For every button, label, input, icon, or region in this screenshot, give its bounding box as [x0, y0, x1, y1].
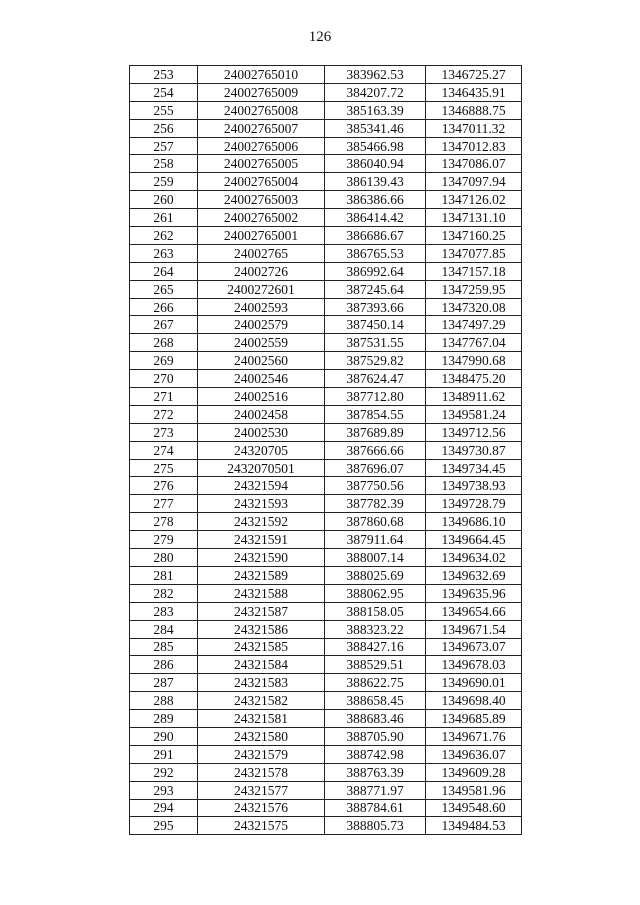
x-coordinate-cell: 388683.46	[325, 710, 426, 728]
table-row	[130, 477, 522, 495]
point-number-cell: 285	[130, 638, 198, 656]
point-id-cell: 24321594	[198, 477, 325, 495]
x-coordinate-cell: 387531.55	[325, 334, 426, 352]
point-id-cell: 24002516	[198, 388, 325, 406]
x-coordinate-cell: 387860.68	[325, 513, 426, 531]
table-row	[130, 602, 522, 620]
y-coordinate-cell: 1349634.02	[426, 549, 522, 567]
point-number-cell: 294	[130, 799, 198, 817]
x-coordinate-cell: 387696.07	[325, 459, 426, 477]
x-coordinate-cell: 384207.72	[325, 83, 426, 101]
x-coordinate-cell: 387782.39	[325, 495, 426, 513]
table-row	[130, 799, 522, 817]
point-id-cell: 24321580	[198, 727, 325, 745]
x-coordinate-cell: 386386.66	[325, 191, 426, 209]
table-row	[130, 584, 522, 602]
y-coordinate-cell: 1347990.68	[426, 352, 522, 370]
point-number-cell: 277	[130, 495, 198, 513]
y-coordinate-cell: 1349632.69	[426, 566, 522, 584]
y-coordinate-cell: 1349678.03	[426, 656, 522, 674]
point-id-cell: 24321585	[198, 638, 325, 656]
point-id-cell: 2432070501	[198, 459, 325, 477]
point-id-cell: 24002559	[198, 334, 325, 352]
table-row	[130, 83, 522, 101]
point-number-cell: 286	[130, 656, 198, 674]
point-id-cell: 24002765004	[198, 173, 325, 191]
point-id-cell: 24321590	[198, 549, 325, 567]
table-row	[130, 459, 522, 477]
point-id-cell: 24321593	[198, 495, 325, 513]
x-coordinate-cell: 385466.98	[325, 137, 426, 155]
point-number-cell: 255	[130, 101, 198, 119]
point-number-cell: 273	[130, 423, 198, 441]
table-row	[130, 423, 522, 441]
point-number-cell: 257	[130, 137, 198, 155]
x-coordinate-cell: 388763.39	[325, 763, 426, 781]
point-number-cell: 276	[130, 477, 198, 495]
point-id-cell: 24321579	[198, 745, 325, 763]
table-row	[130, 137, 522, 155]
point-number-cell: 293	[130, 781, 198, 799]
point-number-cell: 269	[130, 352, 198, 370]
x-coordinate-cell: 383962.53	[325, 66, 426, 84]
table-row	[130, 352, 522, 370]
point-id-cell: 24002560	[198, 352, 325, 370]
table-row	[130, 620, 522, 638]
point-number-cell: 283	[130, 602, 198, 620]
point-number-cell: 261	[130, 209, 198, 227]
point-number-cell: 259	[130, 173, 198, 191]
point-number-cell: 282	[130, 584, 198, 602]
x-coordinate-cell: 388784.61	[325, 799, 426, 817]
table-row	[130, 531, 522, 549]
y-coordinate-cell: 1349673.07	[426, 638, 522, 656]
table-row	[130, 227, 522, 245]
x-coordinate-cell: 386992.64	[325, 262, 426, 280]
point-id-cell: 24002530	[198, 423, 325, 441]
point-id-cell: 24002726	[198, 262, 325, 280]
table-row	[130, 441, 522, 459]
x-coordinate-cell: 385163.39	[325, 101, 426, 119]
table-row	[130, 191, 522, 209]
point-number-cell: 254	[130, 83, 198, 101]
point-number-cell: 295	[130, 817, 198, 835]
y-coordinate-cell: 1347011.32	[426, 119, 522, 137]
table-row	[130, 209, 522, 227]
table-row	[130, 549, 522, 567]
point-id-cell: 24321584	[198, 656, 325, 674]
point-id-cell: 24002765002	[198, 209, 325, 227]
point-number-cell: 278	[130, 513, 198, 531]
table-row	[130, 781, 522, 799]
table-row	[130, 638, 522, 656]
y-coordinate-cell: 1349712.56	[426, 423, 522, 441]
point-id-cell: 24321581	[198, 710, 325, 728]
x-coordinate-cell: 386414.42	[325, 209, 426, 227]
point-number-cell: 265	[130, 280, 198, 298]
y-coordinate-cell: 1347320.08	[426, 298, 522, 316]
x-coordinate-cell: 388705.90	[325, 727, 426, 745]
point-number-cell: 271	[130, 388, 198, 406]
y-coordinate-cell: 1347126.02	[426, 191, 522, 209]
x-coordinate-cell: 387450.14	[325, 316, 426, 334]
x-coordinate-cell: 386040.94	[325, 155, 426, 173]
point-number-cell: 270	[130, 370, 198, 388]
point-id-cell: 24002546	[198, 370, 325, 388]
point-id-cell: 24321591	[198, 531, 325, 549]
point-id-cell: 24002765006	[198, 137, 325, 155]
x-coordinate-cell: 388771.97	[325, 781, 426, 799]
y-coordinate-cell: 1347157.18	[426, 262, 522, 280]
table-row	[130, 370, 522, 388]
point-id-cell: 24320705	[198, 441, 325, 459]
point-id-cell: 24321576	[198, 799, 325, 817]
x-coordinate-cell: 388427.16	[325, 638, 426, 656]
y-coordinate-cell: 1349581.96	[426, 781, 522, 799]
x-coordinate-cell: 388158.05	[325, 602, 426, 620]
x-coordinate-cell: 387854.55	[325, 405, 426, 423]
point-id-cell: 24002765003	[198, 191, 325, 209]
x-coordinate-cell: 387689.89	[325, 423, 426, 441]
table-row	[130, 244, 522, 262]
y-coordinate-cell: 1349635.96	[426, 584, 522, 602]
x-coordinate-cell: 387712.80	[325, 388, 426, 406]
point-number-cell: 289	[130, 710, 198, 728]
coordinates-table	[129, 65, 522, 835]
point-id-cell: 24002765001	[198, 227, 325, 245]
x-coordinate-cell: 388805.73	[325, 817, 426, 835]
point-id-cell: 24321589	[198, 566, 325, 584]
y-coordinate-cell: 1347012.83	[426, 137, 522, 155]
table-row	[130, 566, 522, 584]
point-id-cell: 24002765010	[198, 66, 325, 84]
point-number-cell: 267	[130, 316, 198, 334]
point-number-cell: 284	[130, 620, 198, 638]
point-id-cell: 24321575	[198, 817, 325, 835]
table-row	[130, 155, 522, 173]
y-coordinate-cell: 1348475.20	[426, 370, 522, 388]
table-row	[130, 173, 522, 191]
x-coordinate-cell: 387666.66	[325, 441, 426, 459]
y-coordinate-cell: 1347767.04	[426, 334, 522, 352]
x-coordinate-cell: 386765.53	[325, 244, 426, 262]
x-coordinate-cell: 387624.47	[325, 370, 426, 388]
y-coordinate-cell: 1346888.75	[426, 101, 522, 119]
table-row	[130, 119, 522, 137]
point-id-cell: 24002765	[198, 244, 325, 262]
y-coordinate-cell: 1349734.45	[426, 459, 522, 477]
point-number-cell: 272	[130, 405, 198, 423]
table-row	[130, 692, 522, 710]
point-number-cell: 253	[130, 66, 198, 84]
point-number-cell: 279	[130, 531, 198, 549]
point-id-cell: 24321583	[198, 674, 325, 692]
y-coordinate-cell: 1347086.07	[426, 155, 522, 173]
y-coordinate-cell: 1347497.29	[426, 316, 522, 334]
table-row	[130, 710, 522, 728]
point-id-cell: 2400272601	[198, 280, 325, 298]
x-coordinate-cell: 388742.98	[325, 745, 426, 763]
point-id-cell: 24321586	[198, 620, 325, 638]
table-row	[130, 66, 522, 84]
point-number-cell: 268	[130, 334, 198, 352]
y-coordinate-cell: 1347097.94	[426, 173, 522, 191]
table-row	[130, 298, 522, 316]
point-number-cell: 262	[130, 227, 198, 245]
x-coordinate-cell: 385341.46	[325, 119, 426, 137]
x-coordinate-cell: 388025.69	[325, 566, 426, 584]
table-row	[130, 405, 522, 423]
y-coordinate-cell: 1349654.66	[426, 602, 522, 620]
x-coordinate-cell: 388323.22	[325, 620, 426, 638]
y-coordinate-cell: 1349671.54	[426, 620, 522, 638]
y-coordinate-cell: 1346435.91	[426, 83, 522, 101]
point-number-cell: 258	[130, 155, 198, 173]
point-id-cell: 24002579	[198, 316, 325, 334]
y-coordinate-cell: 1349685.89	[426, 710, 522, 728]
y-coordinate-cell: 1349738.93	[426, 477, 522, 495]
point-number-cell: 291	[130, 745, 198, 763]
table-row	[130, 727, 522, 745]
x-coordinate-cell: 387911.64	[325, 531, 426, 549]
x-coordinate-cell: 388007.14	[325, 549, 426, 567]
y-coordinate-cell: 1349636.07	[426, 745, 522, 763]
point-number-cell: 290	[130, 727, 198, 745]
x-coordinate-cell: 387529.82	[325, 352, 426, 370]
x-coordinate-cell: 388658.45	[325, 692, 426, 710]
point-id-cell: 24002765009	[198, 83, 325, 101]
coordinates-table-body	[130, 66, 522, 835]
table-row	[130, 101, 522, 119]
x-coordinate-cell: 386686.67	[325, 227, 426, 245]
point-number-cell: 260	[130, 191, 198, 209]
table-row	[130, 656, 522, 674]
y-coordinate-cell: 1347160.25	[426, 227, 522, 245]
table-row	[130, 763, 522, 781]
page-number: 126	[308, 29, 332, 45]
table-row	[130, 388, 522, 406]
y-coordinate-cell: 1347259.95	[426, 280, 522, 298]
point-id-cell: 24321588	[198, 584, 325, 602]
point-id-cell: 24321582	[198, 692, 325, 710]
point-number-cell: 256	[130, 119, 198, 137]
point-id-cell: 24321592	[198, 513, 325, 531]
point-number-cell: 292	[130, 763, 198, 781]
point-number-cell: 280	[130, 549, 198, 567]
y-coordinate-cell: 1348911.62	[426, 388, 522, 406]
point-id-cell: 24002593	[198, 298, 325, 316]
y-coordinate-cell: 1349484.53	[426, 817, 522, 835]
x-coordinate-cell: 388622.75	[325, 674, 426, 692]
point-id-cell: 24321578	[198, 763, 325, 781]
y-coordinate-cell: 1349671.76	[426, 727, 522, 745]
y-coordinate-cell: 1347077.85	[426, 244, 522, 262]
x-coordinate-cell: 387245.64	[325, 280, 426, 298]
table-row	[130, 334, 522, 352]
point-id-cell: 24002458	[198, 405, 325, 423]
y-coordinate-cell: 1347131.10	[426, 209, 522, 227]
point-id-cell: 24002765005	[198, 155, 325, 173]
y-coordinate-cell: 1349664.45	[426, 531, 522, 549]
y-coordinate-cell: 1349548.60	[426, 799, 522, 817]
y-coordinate-cell: 1349728.79	[426, 495, 522, 513]
table-row	[130, 262, 522, 280]
point-number-cell: 263	[130, 244, 198, 262]
point-id-cell: 24002765008	[198, 101, 325, 119]
x-coordinate-cell: 386139.43	[325, 173, 426, 191]
point-number-cell: 274	[130, 441, 198, 459]
y-coordinate-cell: 1349609.28	[426, 763, 522, 781]
point-number-cell: 266	[130, 298, 198, 316]
point-number-cell: 275	[130, 459, 198, 477]
x-coordinate-cell: 388529.51	[325, 656, 426, 674]
point-number-cell: 281	[130, 566, 198, 584]
y-coordinate-cell: 1349690.01	[426, 674, 522, 692]
y-coordinate-cell: 1349581.24	[426, 405, 522, 423]
y-coordinate-cell: 1346725.27	[426, 66, 522, 84]
x-coordinate-cell: 387393.66	[325, 298, 426, 316]
point-id-cell: 24321577	[198, 781, 325, 799]
point-number-cell: 287	[130, 674, 198, 692]
y-coordinate-cell: 1349686.10	[426, 513, 522, 531]
point-number-cell: 288	[130, 692, 198, 710]
table-row	[130, 745, 522, 763]
table-row	[130, 674, 522, 692]
y-coordinate-cell: 1349698.40	[426, 692, 522, 710]
table-row	[130, 495, 522, 513]
table-row	[130, 817, 522, 835]
point-id-cell: 24321587	[198, 602, 325, 620]
point-number-cell: 264	[130, 262, 198, 280]
table-row	[130, 513, 522, 531]
table-row	[130, 280, 522, 298]
y-coordinate-cell: 1349730.87	[426, 441, 522, 459]
x-coordinate-cell: 388062.95	[325, 584, 426, 602]
x-coordinate-cell: 387750.56	[325, 477, 426, 495]
table-row	[130, 316, 522, 334]
point-id-cell: 24002765007	[198, 119, 325, 137]
